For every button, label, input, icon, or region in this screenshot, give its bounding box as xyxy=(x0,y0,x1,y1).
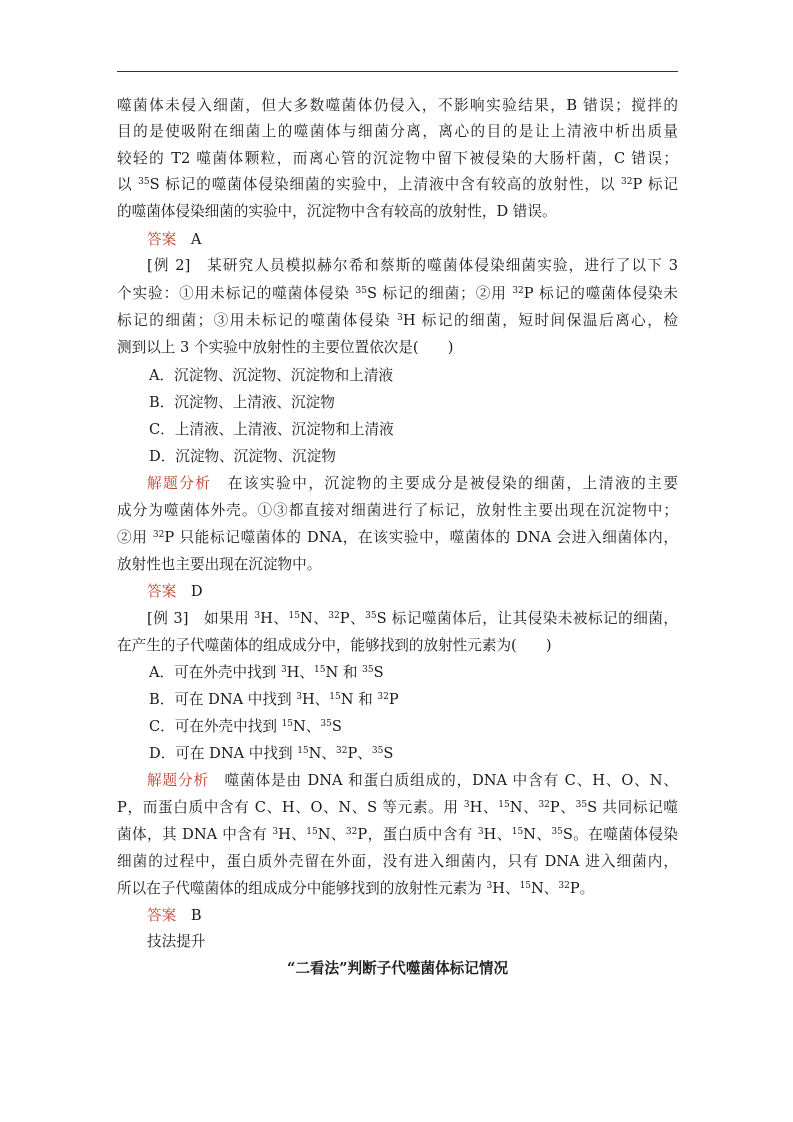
analysis2-line-1: 解题分析 在该实验中，沉淀物的主要成分是被侵染的细菌，上清液的主要 xyxy=(147,475,678,492)
example-2-line-3: 标记的细菌；③用未标记的噬菌体侵染 $^3$H 标记的细菌，短时间保温后离心，检 xyxy=(117,312,679,329)
section-title: “二看法”判断子代噬菌体标记情况 xyxy=(286,960,509,977)
analysis3-line-2: P，而蛋白质中含有 C、H、O、N、S 等元素。用 $^3$H、$^{15}$N、$^{32}$P、$^{35}$S 共同标记噬 xyxy=(117,799,678,816)
analysis3-line-3: 菌体，其 DNA 中含有 $^3$H、$^{15}$N、$^{32}$P，蛋白质中含有 $^3$H、$^{15}$N、$^{35}$S。在噬菌体侵染 xyxy=(117,826,678,843)
example-2-option-c: C．上清液、上清液、沉淀物和上清液 xyxy=(149,421,394,438)
analysis3-line-5: 所以在子代噬菌体的组成成分中能够找到的放射性元素为 $^3$H、$^{15}$N、$^{32}$P。 xyxy=(117,880,595,897)
analysis1-line-3: 较轻的 T2 噬菌体颗粒，而离心管的沉淀物中留下被侵染的大肠杆菌，C 错误； xyxy=(117,150,678,167)
example-2-option-d: D．沉淀物、沉淀物、沉淀物 xyxy=(149,448,336,465)
analysis-label: 解题分析 xyxy=(147,772,209,789)
example-3-option-c: C．可在外壳中找到 $^{15}$N、$^{35}$S xyxy=(149,718,342,735)
analysis1-line-2: 目的是使吸附在细菌上的噬菌体与细菌分离，离心的目的是让上清液中析出质量 xyxy=(117,123,678,140)
example-3-label: [例 3] xyxy=(147,610,189,627)
answer-label: 答案 xyxy=(147,583,177,600)
example-3-line-1: [例 3] 如果用 $^3$H、$^{15}$N、$^{32}$P、$^{35}$S 标记噬菌体后，让其侵染未被标记的细菌， xyxy=(147,610,679,627)
example-2-option-a: A．沉淀物、沉淀物、沉淀物和上清液 xyxy=(149,367,394,384)
example-2-label: [例 2] xyxy=(147,257,191,274)
analysis2-line-3: ②用 $^{32}$P 只能标记噬菌体的 DNA，在该实验中，噬菌体的 DNA 会进入细菌体内， xyxy=(117,529,678,546)
answer-1: 答案 A xyxy=(147,231,202,248)
analysis1-line-4: 以 $^{35}$S 标记的噬菌体侵染细菌的实验中，上清液中含有较高的放射性，以 $^{32}$P 标记 xyxy=(117,176,678,193)
example-3-option-a: A．可在外壳中找到 $^3$H、$^{15}$N 和 $^{35}$S xyxy=(149,664,384,681)
answer-2: 答案 D xyxy=(147,583,203,600)
example-3-line-2: 在产生的子代噬菌体的组成成分中，能够找到的放射性元素为( ) xyxy=(117,637,552,654)
analysis3-line-4: 细菌的过程中，蛋白质外壳留在外面，没有进入细菌内，只有 DNA 进入细菌内， xyxy=(117,853,678,870)
example-3-option-d: D．可在 DNA 中找到 $^{15}$N、$^{32}$P、$^{35}$S xyxy=(149,745,394,762)
example-2-line-2: 个实验：①用未标记的噬菌体侵染 $^{35}$S 标记的细菌；②用 $^{32}$P 标记的噬菌体侵染未 xyxy=(117,285,678,302)
example-2-option-b: B．沉淀物、上清液、沉淀物 xyxy=(149,394,335,411)
answer-3: 答案 B xyxy=(147,907,202,924)
analysis1-line-5: 的噬菌体侵染细菌的实验中，沉淀物中含有较高的放射性，D 错误。 xyxy=(117,203,557,220)
answer-label: 答案 xyxy=(147,907,177,924)
analysis2-line-4: 放射性也主要出现在沉淀物中。 xyxy=(117,556,322,573)
example-3-option-b: B．可在 DNA 中找到 $^3$H、$^{15}$N 和 $^{32}$P xyxy=(149,691,399,708)
example-2-line-1: [例 2] 某研究人员模拟赫尔希和蔡斯的噬菌体侵染细菌实验，进行了以下 3 xyxy=(147,257,678,274)
skill-heading: 技法提升 xyxy=(147,933,206,950)
analysis2-line-2: 成分为噬菌体外壳。①③都直接对细菌进行了标记，放射性主要出现在沉淀物中； xyxy=(117,502,678,519)
header-rule xyxy=(117,71,678,72)
analysis1-line-1: 噬菌体未侵入细菌，但大多数噬菌体仍侵入，不影响实验结果，B 错误；搅拌的 xyxy=(117,97,678,114)
example-2-line-4: 测到以上 3 个实验中放射性的主要位置依次是( ) xyxy=(117,339,454,356)
analysis-label: 解题分析 xyxy=(147,475,212,492)
answer-label: 答案 xyxy=(147,231,177,248)
analysis3-line-1: 解题分析 噬菌体是由 DNA 和蛋白质组成的，DNA 中含有 C、H、O、N、 xyxy=(147,772,678,789)
